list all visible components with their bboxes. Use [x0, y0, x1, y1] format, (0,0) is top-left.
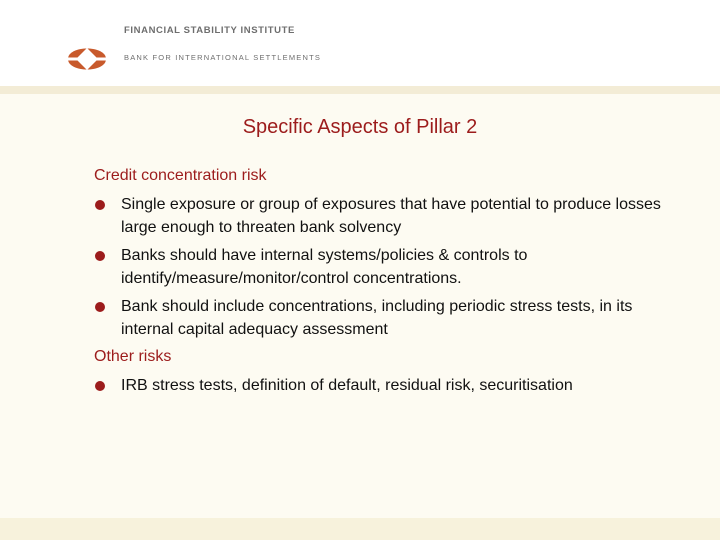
- header: [0, 0, 720, 86]
- bullet-item: [94, 193, 674, 239]
- bis-logo-icon: [62, 41, 112, 77]
- bullet-icon: [95, 200, 105, 210]
- bullet-item: [94, 295, 674, 341]
- bullet-icon: [95, 381, 105, 391]
- bullet-icon: [95, 302, 105, 312]
- bullet-item: [94, 244, 674, 290]
- section-heading-other-risks: Other risks: [94, 348, 172, 365]
- section-heading-credit-concentration: Credit concentration risk: [94, 167, 267, 184]
- bullet-item: [94, 374, 674, 397]
- org-subname: BANK FOR INTERNATIONAL SETTLEMENTS: [124, 53, 322, 62]
- footer-band: [0, 518, 720, 540]
- slide-title: Specific Aspects of Pillar 2: [242, 116, 478, 138]
- bullet-text: Banks should have internal systems/policies & controls to identify/measure/monitor/control concentrations.: [121, 247, 528, 287]
- slide-content: [94, 165, 674, 402]
- header-divider: [0, 86, 720, 94]
- org-name: FINANCIAL STABILITY INSTITUTE: [124, 25, 295, 36]
- bullet-text: Bank should include concentrations, including periodic stress tests, in its internal capital adequacy assessment: [121, 298, 633, 338]
- bullet-text: Single exposure or group of exposures that have potential to produce losses large enough to threaten bank solvency: [121, 196, 661, 236]
- bullet-icon: [95, 251, 105, 261]
- bullet-text: IRB stress tests, definition of default, residual risk, securitisation: [121, 377, 573, 394]
